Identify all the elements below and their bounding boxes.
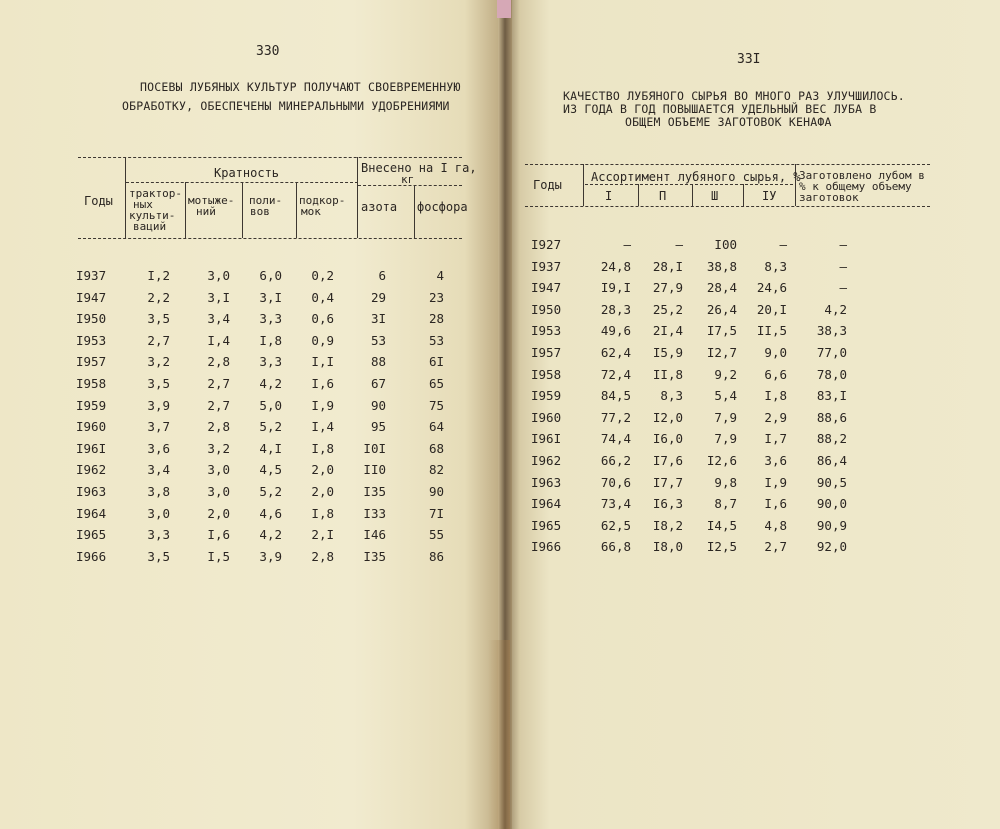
table-cell: 7,9 [714,431,737,447]
col-header-zagot: % к общему объему [799,180,912,193]
table-cell: I,2 [147,268,170,283]
col-header-grade-1: I [605,189,613,203]
table-cell: 2,0 [207,505,230,521]
row-year: I937 [76,268,107,283]
table-cell: I,8 [311,505,334,521]
header-divider [185,182,186,238]
table-cell: 9,0 [764,345,787,360]
header-divider [296,182,297,238]
table-cell: 73,4 [600,496,631,512]
header-divider [692,184,693,206]
header-divider [125,157,126,238]
table-cell: 3,0 [147,505,170,521]
table-cell: 88,2 [816,431,847,447]
table-cell: 90 [370,397,386,413]
table-cell: 4,5 [259,462,282,478]
col-header-poliv: поли- [249,194,283,207]
table-cell: 4,2 [824,301,847,317]
table-cell: 9,8 [714,474,737,490]
table-cell: 3,7 [147,419,170,435]
row-year: I962 [76,462,107,478]
table-cell: 3,5 [147,311,170,327]
table-cell: 78,0 [816,366,847,382]
table-cell: 75 [428,397,444,413]
table-cell: 4,2 [259,376,282,391]
table-cell: 6 [378,268,386,283]
table-cell: 92,0 [816,539,847,555]
table-cell: I,6 [764,496,787,512]
row-year: I965 [76,527,107,543]
table-cell: 24,8 [600,258,631,274]
table-cell: 29 [370,289,386,305]
table-cell: 3,6 [764,453,787,468]
table-cell: I,9 [764,474,787,490]
table-cell: 2,8 [207,419,230,435]
table-cell: 3,8 [147,484,170,499]
header-divider [242,182,243,238]
col-header-motyzh: ний [196,205,216,218]
table-cell: 3,9 [147,397,170,413]
col-header-motyzh: мотыже- [188,194,235,207]
row-year: I964 [531,496,562,512]
col-header-zagot: заготовок [799,191,859,204]
table-cell: 83,I [816,388,847,404]
col-header-vneseno-unit: кг [401,173,415,186]
table-cell: 26,4 [706,301,737,317]
table-cell: 55 [428,527,444,543]
table-cell: I,8 [764,388,787,404]
header-divider [583,164,584,206]
header-divider [357,157,358,238]
table-cell: 68 [428,440,444,456]
row-year: I966 [76,548,107,564]
table-cell: 0,4 [311,289,334,305]
table-cell: – [839,280,847,296]
table-cell: 6,0 [259,268,282,283]
table-cell: 38,3 [816,323,847,339]
table-cell: 3,0 [207,268,230,283]
row-year: I966 [531,539,562,555]
table-cell: 3,4 [147,462,170,478]
row-year: I962 [531,453,562,468]
table-cell: I,6 [311,376,334,391]
table-cell: 90,5 [816,474,847,490]
table-cell: 66,2 [600,453,631,468]
table-cell: 67 [370,376,386,391]
table-cell: 28,4 [706,280,737,296]
table-cell: 2,7 [147,332,170,348]
table-cell: 3,9 [259,548,282,564]
table-cell: 0,2 [311,268,334,283]
table-cell: I,I [311,354,334,370]
page-number: 330 [256,44,280,59]
table-cell: I35 [363,548,386,564]
table-cell: 3,5 [147,548,170,564]
table-cell: 25,2 [652,301,683,317]
row-year: I958 [531,366,562,382]
row-year: I960 [531,409,562,425]
row-year: I957 [531,345,562,360]
row-year: I963 [531,474,562,490]
table-cell: 3,2 [207,440,230,456]
col-header-azot: азота [361,200,398,214]
table-cell: 23 [428,289,444,305]
table-cell: I2,5 [706,539,737,555]
table-cell: 5,2 [259,484,282,499]
table-cell: II,8 [652,366,683,382]
table-cell: I6,0 [652,431,683,447]
header-top-rule [525,164,930,165]
table-cell: I,5 [207,548,230,564]
row-year: I96I [531,431,562,447]
table-cell: I4,5 [706,517,737,533]
row-year: I964 [76,505,107,521]
table-cell: I,7 [764,431,787,447]
table-cell: 27,9 [652,280,683,296]
table-cell: I,4 [311,419,334,435]
table-cell: 65 [428,376,444,391]
col-header-fosfor: фосфора [417,200,468,214]
table-cell: 2,9 [764,409,787,425]
col-header-grade-4: IУ [762,189,777,203]
table-cell: II,5 [756,323,787,339]
right-page [505,0,1000,829]
table-cell: I5,9 [652,345,683,360]
table-cell: – [675,237,683,252]
table-cell: 62,4 [600,345,631,360]
table-cell: – [839,237,847,252]
table-cell: 7I [428,505,444,521]
table-cell: 2,I [311,527,334,543]
table-cell: 4,2 [259,527,282,543]
header-top-rule [78,157,462,158]
table-cell: I0I [363,440,386,456]
table-cell: I9,I [600,280,631,296]
header-divider [638,184,639,206]
row-year: I950 [531,301,562,317]
col-header-tractor: культи- [129,209,176,222]
table-cell: 0,6 [311,311,334,327]
col-header-zagot: Заготовлено лубом в [799,169,925,182]
table-cell: – [839,258,847,274]
table-cell: 8,3 [764,258,787,274]
col-header-years: Годы [533,178,562,192]
col-header-kratnost: Кратность [214,166,280,180]
col-header-vneseno: Внесено на I га, [361,161,477,175]
table-cell: 3I [370,311,386,327]
table-cell: 8,7 [714,496,737,512]
table-cell: 82 [428,462,444,478]
table-cell: 77,2 [600,409,631,425]
row-year: I959 [531,388,562,404]
table-cell: I7,7 [652,474,683,490]
table-cell: 3,4 [207,311,230,327]
col-header-assortment: Ассортимент лубяного сырья, % [591,170,801,184]
table-cell: 49,6 [600,323,631,339]
table-cell: 28,3 [600,301,631,317]
table-cell: 62,5 [600,517,631,533]
header-divider [743,184,744,206]
table-cell: 2,7 [207,397,230,413]
table-cell: 86,4 [816,453,847,468]
col-header-tractor: трактор- [129,187,182,200]
table-cell: I,9 [311,397,334,413]
table-cell: – [623,237,631,252]
table-title-line-2: ИЗ ГОДА В ГОД ПОВЫШАЕТСЯ УДЕЛЬНЫЙ ВЕС ЛУБА В [563,102,877,116]
table-title-line-2: ОБРАБОТКУ, ОБЕСПЕЧЕНЫ МИНЕРАЛЬНЫМИ УДОБРЕНИЯМИ [122,99,450,113]
row-year: I927 [531,237,562,252]
table-cell: I8,0 [652,539,683,555]
table-cell: I2,6 [706,453,737,468]
col-header-tractor: ваций [133,220,167,233]
table-cell: 24,6 [756,280,787,296]
table-cell: 5,4 [714,388,737,404]
row-year: I958 [76,376,107,391]
col-header-podkorm: подкор- [299,194,346,207]
table-cell: 5,2 [259,419,282,435]
table-cell: 2I,4 [652,323,683,339]
table-cell: 2,7 [207,376,230,391]
table-cell: 2,7 [764,539,787,555]
table-cell: 70,6 [600,474,631,490]
row-year: I953 [531,323,562,339]
page-number: 33I [737,52,761,67]
table-cell: II0 [363,462,386,478]
table-cell: 3,0 [207,462,230,478]
table-cell: I2,7 [706,345,737,360]
table-cell: 2,0 [311,484,334,499]
table-cell: 3,3 [259,354,282,370]
table-cell: 3,5 [147,376,170,391]
table-cell: 64 [428,419,444,435]
table-cell: 53 [428,332,444,348]
table-cell: 28 [428,311,444,327]
header-mid-rule [585,184,793,185]
table-cell: 0,9 [311,332,334,348]
table-cell: I35 [363,484,386,499]
row-year: I965 [531,517,562,533]
table-cell: 86 [428,548,444,564]
table-cell: 72,4 [600,366,631,382]
col-header-poliv: вов [250,205,270,218]
table-cell: 6,6 [764,366,787,382]
col-header-grade-2: П [659,189,667,203]
table-cell: 3,I [259,289,282,305]
table-cell: 5,0 [259,397,282,413]
table-cell: 4,8 [764,517,787,533]
table-cell: 2,8 [207,354,230,370]
table-cell: I7,6 [652,453,683,468]
row-year: I96I [76,440,107,456]
col-header-tractor: ных [133,198,153,211]
row-year: I947 [531,280,562,296]
table-cell: 4,I [259,440,282,456]
table-cell: 8,3 [660,388,683,404]
table-cell: I00 [714,237,737,252]
table-cell: 3,0 [207,484,230,499]
table-cell: 6I [428,354,444,370]
table-cell: I,4 [207,332,230,348]
row-year: I950 [76,311,107,327]
table-cell: 2,2 [147,289,170,305]
table-cell: I7,5 [706,323,737,339]
row-year: I937 [531,258,562,274]
table-title-line-1: ПОСЕВЫ ЛУБЯНЫХ КУЛЬТУР ПОЛУЧАЮТ СВОЕВРЕМЕННУЮ [140,80,461,94]
table-cell: 9,2 [714,366,737,382]
table-cell: 28,I [652,258,683,274]
col-header-years: Годы [84,194,113,208]
table-cell: 77,0 [816,345,847,360]
table-cell: 90,9 [816,517,847,533]
header-bottom-rule [525,206,930,207]
table-cell: 2,8 [311,548,334,564]
table-cell: I33 [363,505,386,521]
header-bottom-rule [78,238,462,239]
table-cell: 90 [428,484,444,499]
row-year: I947 [76,289,107,305]
row-year: I963 [76,484,107,499]
table-cell: 74,4 [600,431,631,447]
table-cell: 88,6 [816,409,847,425]
table-cell: 4 [436,268,444,283]
table-cell: 4,6 [259,505,282,521]
table-cell: 66,8 [600,539,631,555]
header-divider [414,185,415,238]
table-cell: – [779,237,787,252]
table-cell: I6,3 [652,496,683,512]
table-cell: I46 [363,527,386,543]
table-cell: 90,0 [816,496,847,512]
col-header-grade-3: Ш [711,189,719,203]
row-year: I953 [76,332,107,348]
page-stain [488,640,510,829]
table-cell: I2,0 [652,409,683,425]
row-year: I957 [76,354,107,370]
table-cell: 2,0 [311,462,334,478]
col-header-podkorm: мок [301,205,321,218]
table-cell: I,8 [259,332,282,348]
table-cell: 20,I [756,301,787,317]
table-cell: 7,9 [714,409,737,425]
table-cell: 3,I [207,289,230,305]
table-title-line-1: КАЧЕСТВО ЛУБЯНОГО СЫРЬЯ ВО МНОГО РАЗ УЛУЧШИЛОСЬ. [563,89,905,103]
table-cell: 3,3 [147,527,170,543]
table-cell: I,8 [311,440,334,456]
table-cell: 3,2 [147,354,170,370]
table-cell: 95 [370,419,386,435]
table-cell: 84,5 [600,388,631,404]
table-cell: 38,8 [706,258,737,274]
table-cell: 53 [370,332,386,348]
table-cell: 88 [370,354,386,370]
table-cell: 3,6 [147,440,170,456]
row-year: I960 [76,419,107,435]
table-cell: I,6 [207,527,230,543]
table-cell: 3,3 [259,311,282,327]
bookmark-ribbon [497,0,511,18]
table-cell: I8,2 [652,517,683,533]
table-title-line-3: ОБЩЕМ ОБЪЕМЕ ЗАГОТОВОК КЕНАФА [625,115,832,129]
row-year: I959 [76,397,107,413]
